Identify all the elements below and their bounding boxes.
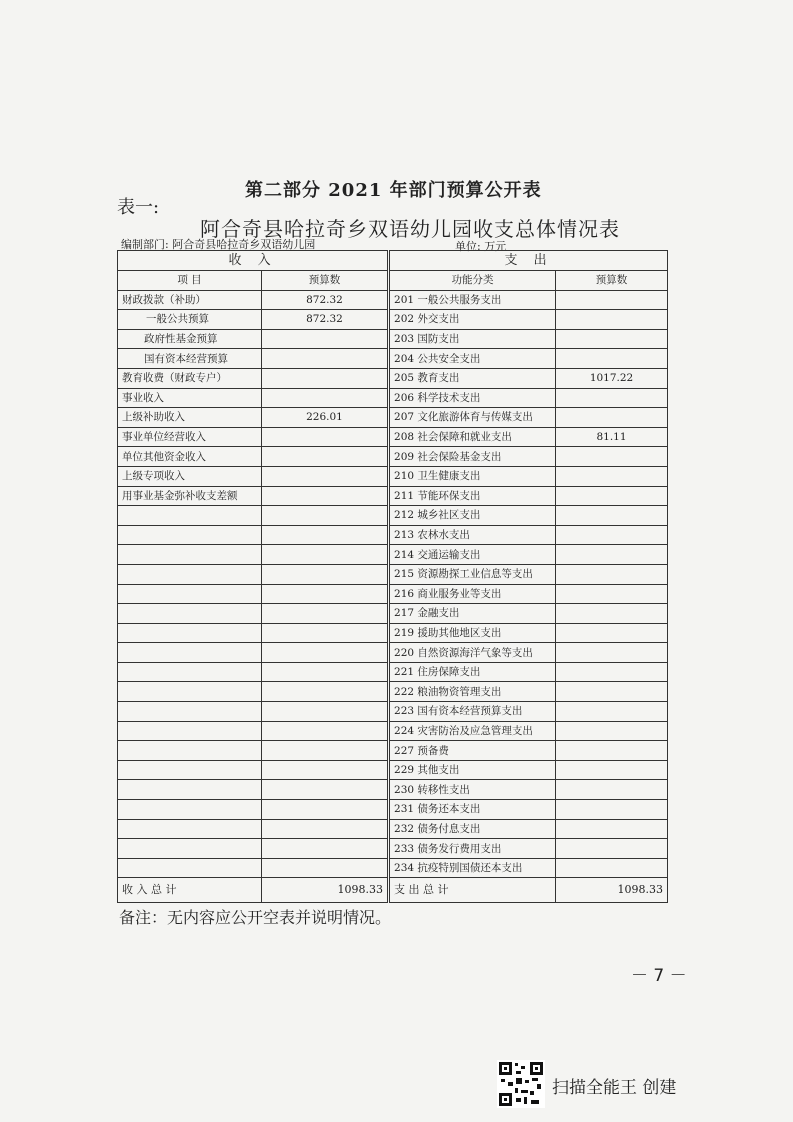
income-item-cell (118, 545, 262, 565)
expense-function-cell: 224 灾害防治及应急管理支出 (389, 721, 556, 741)
expense-function-cell: 216 商业服务业等支出 (389, 584, 556, 604)
income-item-cell (118, 643, 262, 663)
total-expense-label: 支 出 总 计 (389, 878, 556, 903)
expense-amount-cell (556, 643, 668, 663)
table-row (118, 447, 668, 467)
income-amount-cell (262, 800, 389, 820)
qr-code-icon (497, 1060, 545, 1108)
unit-label: 单位: 万元 (455, 240, 507, 253)
income-amount-cell (262, 466, 389, 486)
expense-function-cell: 230 转移性支出 (389, 780, 556, 800)
income-item-cell: 政府性基金预算 (118, 329, 262, 349)
expense-amount-cell (556, 329, 668, 349)
col-item-header: 项 目 (118, 271, 262, 291)
income-item-cell: 事业单位经营收入 (118, 427, 262, 447)
expense-function-cell: 212 城乡社区支出 (389, 506, 556, 526)
total-income-value: 1098.33 (262, 878, 389, 903)
expense-amount-cell: 81.11 (556, 427, 668, 447)
expense-amount-cell (556, 310, 668, 330)
income-amount-cell (262, 506, 389, 526)
income-amount-cell (262, 702, 389, 722)
table-row (118, 349, 668, 369)
income-header: 收 入 (118, 251, 389, 271)
table-row (118, 486, 668, 506)
expense-amount-cell (556, 584, 668, 604)
table-row (118, 329, 668, 349)
expense-amount-cell (556, 447, 668, 467)
income-amount-cell: 226.01 (262, 408, 389, 428)
expense-function-cell: 204 公共安全支出 (389, 349, 556, 369)
table-row (118, 858, 668, 878)
income-amount-cell (262, 447, 389, 467)
income-item-cell: 国有资本经营预算 (118, 349, 262, 369)
income-amount-cell (262, 525, 389, 545)
table-row (118, 290, 668, 310)
budget-table (117, 250, 668, 903)
table-row (118, 584, 668, 604)
table-row (118, 662, 668, 682)
table-number: 表一: (117, 197, 160, 218)
table-row (118, 506, 668, 526)
expense-function-cell: 229 其他支出 (389, 760, 556, 780)
income-amount-cell: 872.32 (262, 290, 389, 310)
expense-function-cell: 220 自然资源海洋气象等支出 (389, 643, 556, 663)
income-amount-cell (262, 623, 389, 643)
expense-amount-cell (556, 604, 668, 624)
expense-function-cell: 207 文化旅游体育与传媒支出 (389, 408, 556, 428)
table-row (118, 564, 668, 584)
expense-function-cell: 215 资源勘探工业信息等支出 (389, 564, 556, 584)
total-expense-value: 1098.33 (556, 878, 668, 903)
income-item-cell (118, 839, 262, 859)
expense-function-cell: 209 社会保险基金支出 (389, 447, 556, 467)
expense-function-cell: 213 农林水支出 (389, 525, 556, 545)
table-row (118, 780, 668, 800)
table-row (118, 643, 668, 663)
expense-amount-cell (556, 662, 668, 682)
table-row (118, 388, 668, 408)
expense-function-cell: 217 金融支出 (389, 604, 556, 624)
table-row (118, 310, 668, 330)
table-row (118, 819, 668, 839)
expense-function-cell: 232 债务付息支出 (389, 819, 556, 839)
table-row (118, 741, 668, 761)
expense-amount-cell (556, 349, 668, 369)
col-budget-header: 预算数 (262, 271, 389, 291)
income-amount-cell (262, 604, 389, 624)
income-amount-cell (262, 486, 389, 506)
income-item-cell (118, 682, 262, 702)
table-row (118, 623, 668, 643)
col-budget2-header: 预算数 (556, 271, 668, 291)
expense-function-cell: 221 住房保障支出 (389, 662, 556, 682)
page-number: － 7 － (631, 966, 687, 986)
income-item-cell: 财政拨款（补助） (118, 290, 262, 310)
expense-amount-cell (556, 721, 668, 741)
income-item-cell: 上级专项收入 (118, 466, 262, 486)
table-row (118, 408, 668, 428)
income-amount-cell (262, 780, 389, 800)
expense-amount-cell (556, 800, 668, 820)
income-item-cell (118, 819, 262, 839)
table-row (118, 604, 668, 624)
expense-function-cell: 223 国有资本经营预算支出 (389, 702, 556, 722)
income-item-cell (118, 760, 262, 780)
table-row (118, 525, 668, 545)
income-amount-cell (262, 858, 389, 878)
expense-function-cell: 231 债务还本支出 (389, 800, 556, 820)
income-amount-cell (262, 662, 389, 682)
expense-amount-cell (556, 506, 668, 526)
table-title: 阿合奇县哈拉奇乡双语幼儿园收支总体情况表 (200, 217, 620, 241)
income-amount-cell (262, 682, 389, 702)
expense-function-cell: 205 教育支出 (389, 368, 556, 388)
table-row (118, 368, 668, 388)
income-item-cell: 事业收入 (118, 388, 262, 408)
income-item-cell (118, 702, 262, 722)
expense-amount-cell (556, 564, 668, 584)
expense-amount-cell (556, 545, 668, 565)
expense-function-cell: 233 债务发行费用支出 (389, 839, 556, 859)
expense-header: 支 出 (389, 251, 668, 271)
income-amount-cell (262, 819, 389, 839)
expense-amount-cell (556, 408, 668, 428)
income-amount-cell (262, 839, 389, 859)
table-row (118, 427, 668, 447)
expense-amount-cell (556, 290, 668, 310)
expense-amount-cell (556, 780, 668, 800)
expense-amount-cell (556, 525, 668, 545)
expense-amount-cell (556, 388, 668, 408)
table-row (118, 721, 668, 741)
income-amount-cell (262, 427, 389, 447)
expense-amount-cell (556, 819, 668, 839)
income-item-cell (118, 741, 262, 761)
expense-amount-cell (556, 760, 668, 780)
income-amount-cell (262, 329, 389, 349)
income-item-cell: 一般公共预算 (118, 310, 262, 330)
income-item-cell (118, 858, 262, 878)
table-row (118, 760, 668, 780)
expense-function-cell: 234 抗疫特别国债还本支出 (389, 858, 556, 878)
table-row (118, 682, 668, 702)
income-amount-cell (262, 584, 389, 604)
table-row (118, 839, 668, 859)
income-amount-cell (262, 349, 389, 369)
income-item-cell: 单位其他资金收入 (118, 447, 262, 467)
expense-function-cell: 201 一般公共服务支出 (389, 290, 556, 310)
expense-function-cell: 208 社会保障和就业支出 (389, 427, 556, 447)
expense-function-cell: 206 科学技术支出 (389, 388, 556, 408)
table-row (118, 800, 668, 820)
expense-function-cell: 227 预备费 (389, 741, 556, 761)
income-item-cell (118, 800, 262, 820)
expense-function-cell: 219 援助其他地区支出 (389, 623, 556, 643)
income-amount-cell: 872.32 (262, 310, 389, 330)
table-row (118, 466, 668, 486)
expense-function-cell: 222 粮油物资管理支出 (389, 682, 556, 702)
column-header-row (118, 271, 668, 291)
scanner-watermark: 扫描全能王 创建 (552, 1078, 677, 1098)
income-item-cell (118, 584, 262, 604)
income-item-cell (118, 604, 262, 624)
income-item-cell (118, 623, 262, 643)
expense-amount-cell (556, 682, 668, 702)
expense-function-cell: 211 节能环保支出 (389, 486, 556, 506)
expense-function-cell: 203 国防支出 (389, 329, 556, 349)
income-amount-cell (262, 760, 389, 780)
income-amount-cell (262, 564, 389, 584)
income-item-cell (118, 780, 262, 800)
org-label: 编制部门: 阿合奇县哈拉奇乡双语幼儿园 (121, 238, 316, 251)
income-amount-cell (262, 721, 389, 741)
income-amount-cell (262, 741, 389, 761)
income-item-cell (118, 662, 262, 682)
expense-function-cell: 202 外交支出 (389, 310, 556, 330)
total-income-label: 收 入 总 计 (118, 878, 262, 903)
income-amount-cell (262, 545, 389, 565)
income-item-cell (118, 721, 262, 741)
income-item-cell (118, 564, 262, 584)
note: 备注：无内容应公开空表并说明情况。 (119, 908, 392, 927)
income-amount-cell (262, 643, 389, 663)
table-row (118, 702, 668, 722)
col-function-header: 功能分类 (389, 271, 556, 291)
expense-amount-cell (556, 486, 668, 506)
table-body (118, 290, 668, 878)
expense-amount-cell (556, 466, 668, 486)
income-item-cell: 上级补助收入 (118, 408, 262, 428)
expense-amount-cell: 1017.22 (556, 368, 668, 388)
income-amount-cell (262, 368, 389, 388)
total-row (118, 878, 668, 903)
expense-function-cell: 214 交通运输支出 (389, 545, 556, 565)
income-item-cell: 用事业基金弥补收支差额 (118, 486, 262, 506)
income-item-cell: 教育收费（财政专户） (118, 368, 262, 388)
expense-amount-cell (556, 839, 668, 859)
income-item-cell (118, 525, 262, 545)
expense-amount-cell (556, 858, 668, 878)
expense-amount-cell (556, 623, 668, 643)
income-item-cell (118, 506, 262, 526)
table-row (118, 545, 668, 565)
expense-function-cell: 210 卫生健康支出 (389, 466, 556, 486)
expense-amount-cell (556, 741, 668, 761)
section-header-row (118, 251, 668, 271)
part-title: 第二部分 2021 年部门预算公开表 (245, 180, 542, 201)
expense-amount-cell (556, 702, 668, 722)
income-amount-cell (262, 388, 389, 408)
